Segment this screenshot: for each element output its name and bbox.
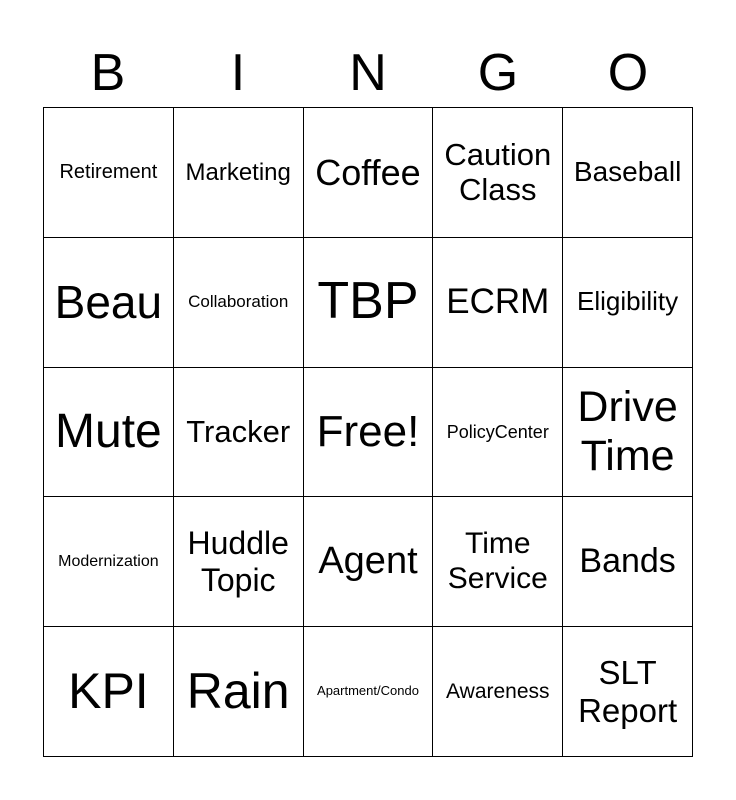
cell-label: SLT Report xyxy=(578,653,678,729)
bingo-cell[interactable] xyxy=(433,627,563,757)
cell-label: Baseball xyxy=(573,156,682,188)
header-letter-g: G xyxy=(477,44,519,102)
bingo-cell[interactable] xyxy=(563,497,693,627)
cell-label: Rain xyxy=(186,662,290,719)
bingo-cell[interactable] xyxy=(563,627,693,757)
bingo-header xyxy=(43,40,693,106)
cell-label: Beau xyxy=(54,275,163,328)
header-letter-b: B xyxy=(90,44,126,102)
cell-label: ECRM xyxy=(446,282,550,322)
cell-label: Free! xyxy=(316,406,420,456)
header-letter-n: N xyxy=(349,44,387,102)
bingo-cell[interactable] xyxy=(304,238,434,368)
bingo-board xyxy=(43,107,693,757)
bingo-cell[interactable] xyxy=(433,238,563,368)
bingo-cell[interactable] xyxy=(304,627,434,757)
cell-label: Marketing xyxy=(185,158,291,186)
cell-label: Drive Time xyxy=(577,382,678,480)
cell-label: Huddle Topic xyxy=(187,524,289,598)
cell-label: Tracker xyxy=(186,414,291,450)
bingo-cell[interactable] xyxy=(174,627,304,757)
cell-label: Awareness xyxy=(446,679,550,703)
cell-label: Collaboration xyxy=(188,292,289,312)
bingo-cell[interactable] xyxy=(44,627,174,757)
bingo-cell[interactable] xyxy=(563,238,693,368)
cell-label: Modernization xyxy=(58,552,159,570)
bingo-cell[interactable] xyxy=(44,368,174,498)
bingo-cell[interactable] xyxy=(433,108,563,238)
cell-label: TBP xyxy=(317,272,419,331)
cell-label: Mute xyxy=(55,405,162,459)
bingo-cell[interactable] xyxy=(174,108,304,238)
bingo-cell[interactable] xyxy=(563,108,693,238)
cell-label: Eligibility xyxy=(577,286,679,317)
cell-label: KPI xyxy=(68,662,149,719)
header-letter-o: O xyxy=(607,44,649,102)
cell-label: PolicyCenter xyxy=(446,421,549,442)
cell-label: Agent xyxy=(318,539,418,582)
cell-label: Bands xyxy=(579,542,676,581)
cell-label: Coffee xyxy=(315,151,421,193)
cell-label: Retirement xyxy=(59,160,158,183)
cell-label: Time Service xyxy=(447,527,548,595)
bingo-cell[interactable] xyxy=(44,238,174,368)
bingo-cell[interactable] xyxy=(563,368,693,498)
cell-label: Apartment/Condo xyxy=(317,683,419,699)
bingo-cell[interactable] xyxy=(44,497,174,627)
bingo-cell[interactable] xyxy=(174,368,304,498)
bingo-cell[interactable] xyxy=(433,368,563,498)
free-space-cell[interactable] xyxy=(304,368,434,498)
bingo-cell[interactable] xyxy=(304,497,434,627)
cell-label: Caution Class xyxy=(444,136,552,208)
bingo-cell[interactable] xyxy=(174,497,304,627)
bingo-cell[interactable] xyxy=(433,497,563,627)
bingo-cell[interactable] xyxy=(44,108,174,238)
bingo-cell[interactable] xyxy=(174,238,304,368)
bingo-cell[interactable] xyxy=(304,108,434,238)
header-letter-i: I xyxy=(230,44,246,102)
